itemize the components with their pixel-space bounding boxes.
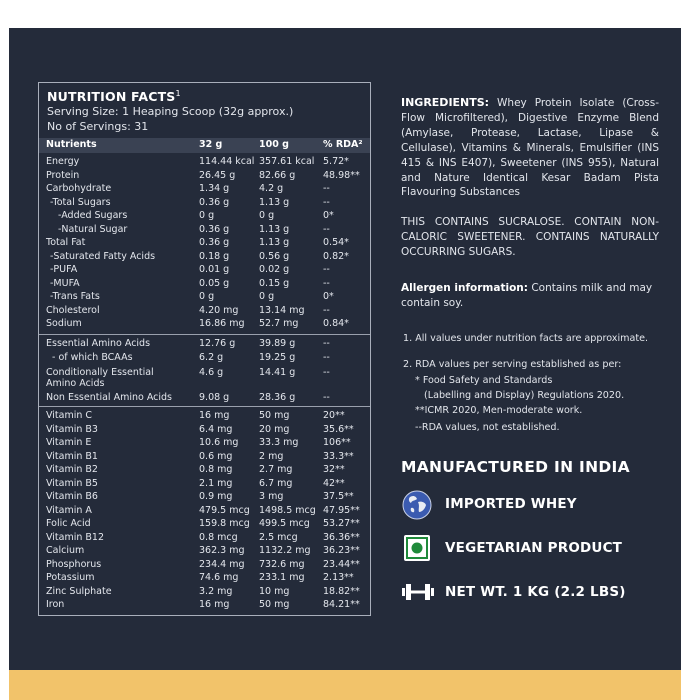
nutrition-row [39,392,370,406]
per-100g-value: 10 mg [259,585,290,597]
nutrition-row [39,251,370,265]
nutrient-name: -Added Sugars [58,210,128,221]
nutrition-row [39,352,370,366]
per-100g-value: 1.13 g [259,196,290,208]
per-100g-value: 33.3 mg [259,437,299,448]
nutrient-name: -Natural Sugar [58,223,128,235]
veg-mark-icon [404,535,430,561]
footnote-2c: **ICMR 2020, Men-moderate work. [415,405,583,416]
per-serving-value: 0.36 g [199,237,230,248]
nutrient-name: -PUFA [50,264,78,275]
per-100g-value: 82.66 g [259,169,296,181]
rda-value: 20** [323,410,345,421]
nutrition-row [39,170,370,184]
per-100g-value: 28.36 g [259,392,296,403]
nutrition-row [39,338,370,352]
nutrition-row [39,451,370,465]
nutrient-name: -Saturated Fatty Acids [50,250,156,262]
per-100g-value: 1.13 g [259,223,290,235]
nutrient-name: Iron [46,599,65,610]
nutrient-name: -Trans Fats [50,291,100,302]
per-serving-value: 362.3 mg [199,545,245,556]
rda-value: -- [323,367,330,378]
per-serving-value: 0.9 mg [199,491,233,502]
serving-size: Serving Size: 1 Heaping Scoop (32g approx.) [47,105,294,118]
per-100g-value: 50 mg [259,410,290,421]
allergen-text: Contains milk and may contain soy. [401,282,653,309]
nutrition-row [39,367,370,393]
nutrition-row [39,518,370,532]
row-group-divider [39,334,370,335]
servings-count: No of Servings: 31 [47,120,149,133]
nutrient-name: Vitamin C [46,410,93,421]
nutrition-facts-title: NUTRITION FACTS$^1$ [47,89,181,105]
rda-value: -- [323,264,330,275]
rda-value: -- [323,196,330,208]
nutrition-row [39,210,370,224]
per-100g-value: 499.5 mcg [259,518,310,529]
per-serving-value: 0.05 g [199,277,230,289]
nutrition-row [39,305,370,319]
nutrition-row [39,410,370,424]
per-100g-value: 13.14 mg [259,304,305,316]
rda-value: 23.44** [323,558,360,570]
rda-value: 0.54* [323,237,349,248]
nutrient-name: Folic Acid [46,518,91,529]
per-serving-value: 9.08 g [199,392,230,403]
per-serving-value: 0.36 g [199,223,230,235]
per-serving-value: 4.20 mg [199,304,239,316]
per-serving-value: 12.76 g [199,338,236,349]
rda-value: 0.84* [323,318,349,329]
per-100g-value: 52.7 mg [259,318,299,329]
nutrition-facts-table [38,82,371,616]
ingredients-text: Whey Protein Isolate (Cross-Flow Microfiltered), Digestive Enzyme Blend (Amylase, Protease, Lactase, Lipase & Cellulase), Vitamins & Minerals, Emulsifier (INS 415 & INS E407), Sweetener (INS 955), Natural and Nature Identical Kesar Badam Pista Flavouring Substances [401,97,659,199]
footnote-2: 2. RDA values per serving established as per: [403,359,622,370]
rda-value: -- [323,223,330,235]
allergen-label: Allergen information: [401,282,528,294]
rda-value: 0* [323,291,334,302]
per-serving-value: 3.2 mg [199,585,233,597]
nutrient-name-line2: Amino Acids [46,378,105,389]
nutrient-name: Essential Amino Acids [46,338,151,349]
nutrition-row [39,559,370,573]
ingredients-block [401,96,659,200]
rda-value: 84.21** [323,599,360,610]
nutrition-row [39,237,370,251]
rda-value: 33.3** [323,450,354,462]
nutrition-row [39,586,370,600]
nutrition-row [39,291,370,305]
rda-value: 36.23** [323,545,360,556]
per-100g-value: 2.7 mg [259,464,293,475]
dumbbell-icon [401,582,435,602]
rda-value: 0.82* [323,250,349,262]
nutrition-row [39,437,370,451]
rda-value: 0* [323,210,334,221]
rda-value: 106** [323,437,351,448]
vegetarian-product-label: VEGETARIAN PRODUCT [445,540,623,556]
net-weight-label: NET WT. 1 KG (2.2 LBS) [445,584,626,600]
nutrient-name: Potassium [46,572,95,583]
per-serving-value: 0.6 mg [199,450,233,462]
per-100g-value: 20 mg [259,423,290,435]
globe-icon [402,490,432,520]
per-serving-value: 26.45 g [199,169,236,181]
per-serving-value: 16 mg [199,410,230,421]
nutrition-header-row [39,138,370,153]
nutrition-row [39,505,370,519]
row-group-divider [39,406,370,407]
nutrient-name: Total Fat [46,237,86,248]
per-100g-value: 0.02 g [259,264,290,275]
nutrient-name: Non Essential Amino Acids [46,392,172,403]
rda-value: 42** [323,477,345,489]
per-100g-value: 6.7 mg [259,477,293,489]
per-100g-value: 39.89 g [259,338,296,349]
rda-value: 48.98** [323,169,360,181]
per-100g-value: 50 mg [259,599,290,610]
rda-value: 5.72* [323,156,349,167]
rda-value: -- [323,304,330,316]
per-100g-value: 357.61 kcal [259,156,315,167]
nutrition-row [39,278,370,292]
per-100g-value: 0 g [259,210,275,221]
per-serving-value: 0.36 g [199,196,230,208]
nutrient-name: Vitamin B2 [46,464,98,475]
nutrient-name: Vitamin B3 [46,423,98,435]
rda-value: 2.13** [323,572,354,583]
nutrition-row [39,532,370,546]
per-serving-value: 1.34 g [199,183,230,194]
nutrient-name: Energy [46,156,80,167]
footnote-1: 1. All values under nutrition facts are approximate. [403,333,649,344]
per-100g-value: 0 g [259,291,275,302]
nutrition-row [39,599,370,613]
footnote-2a: * Food Safety and Standards [415,375,553,386]
per-serving-value: 0.8 mg [199,464,233,475]
per-serving-value: 0.8 mcg [199,531,238,543]
per-100g-value: 0.15 g [259,277,290,289]
per-serving-value: 6.4 mg [199,423,233,435]
per-serving-value: 6.2 g [199,351,224,363]
rda-value: -- [323,351,330,363]
nutrient-name: Protein [46,169,80,181]
per-100g-value: 1132.2 mg [259,545,311,556]
per-100g-value: 3 mg [259,491,284,502]
per-serving-value: 4.6 g [199,367,224,378]
per-serving-value: 234.4 mg [199,558,245,570]
nutrient-name: Calcium [46,545,85,556]
per-serving-value: 114.44 kcal [199,156,255,167]
rda-value: 18.82** [323,585,360,597]
rda-value: 35.6** [323,423,354,435]
per-100g-value: 4.2 g [259,183,284,194]
nutrition-row [39,572,370,586]
header-per-serving: 32 g [199,139,223,150]
nutrient-name: Vitamin B5 [46,477,98,489]
header-per-100g: 100 g [259,139,289,150]
rda-value: -- [323,338,330,349]
nutrient-name: -Total Sugars [50,196,111,208]
nutrient-name: Carbohydrate [46,183,112,194]
nutrition-row [39,264,370,278]
per-serving-value: 0.18 g [199,250,230,262]
per-100g-value: 1498.5 mcg [259,504,316,516]
per-serving-value: 0.01 g [199,264,230,275]
nutrition-row [39,156,370,170]
per-serving-value: 2.1 mg [199,477,233,489]
per-100g-value: 19.25 g [259,351,296,363]
per-serving-value: 0 g [199,210,215,221]
per-serving-value: 159.8 mcg [199,518,250,529]
header-rda: % RDA² [323,139,363,150]
sucralose-notice: THIS CONTAINS SUCRALOSE. CONTAIN NON-CALORIC SWEETENER. CONTAINS NATURALLY OCCURRING SUGARS. [401,216,659,258]
per-serving-value: 16 mg [199,599,230,610]
rda-value: 37.5** [323,491,354,502]
nutrient-name: Sodium [46,318,82,329]
rda-value: 32** [323,464,345,475]
nutrition-row [39,183,370,197]
rda-value: -- [323,183,330,194]
nutrient-name: Vitamin B12 [46,531,105,543]
per-serving-value: 0 g [199,291,215,302]
nutrient-name: Conditionally Essential [46,367,154,378]
nutrient-name: Cholesterol [46,304,100,316]
nutrient-name: Zinc Sulphate [46,585,112,597]
rda-value: -- [323,392,330,403]
ingredients-label: INGREDIENTS: [401,96,490,109]
nutrition-row [39,545,370,559]
per-100g-value: 732.6 mg [259,558,305,570]
manufactured-in-india: MANUFACTURED IN INDIA [401,458,630,476]
nutrition-row [39,318,370,332]
per-serving-value: 16.86 mg [199,318,245,329]
per-serving-value: 10.6 mg [199,437,239,448]
rda-value: 36.36** [323,531,360,543]
footnote-2b: (Labelling and Display) Regulations 2020. [424,390,625,401]
per-100g-value: 2.5 mcg [259,531,298,543]
per-100g-value: 14.41 g [259,367,296,378]
nutrition-row [39,424,370,438]
per-serving-value: 479.5 mcg [199,504,250,516]
nutrient-name: - of which BCAAs [52,351,133,363]
nutrient-name: -MUFA [50,277,80,289]
nutrition-row [39,491,370,505]
nutrition-row [39,478,370,492]
footnote-2d: --RDA values, not established. [415,422,560,433]
nutrition-row [39,224,370,238]
per-100g-value: 0.56 g [259,250,290,262]
rda-value: 47.95** [323,504,360,516]
per-serving-value: 74.6 mg [199,572,239,583]
nutrient-name: Phosphorus [46,558,102,570]
nutrient-name: Vitamin E [46,437,92,448]
nutrient-name: Vitamin A [46,504,92,516]
per-100g-value: 1.13 g [259,237,290,248]
imported-whey-label: IMPORTED WHEY [445,496,577,512]
nutrition-row [39,197,370,211]
nutrition-row [39,464,370,478]
rda-value: -- [323,277,330,289]
rda-value: 53.27** [323,518,360,529]
header-nutrients: Nutrients [46,139,97,150]
per-100g-value: 2 mg [259,450,284,462]
nutrient-name: Vitamin B1 [46,450,98,462]
bottom-accent-strip [9,670,681,700]
allergen-block [401,281,659,311]
per-100g-value: 233.1 mg [259,572,305,583]
nutrient-name: Vitamin B6 [46,491,98,502]
